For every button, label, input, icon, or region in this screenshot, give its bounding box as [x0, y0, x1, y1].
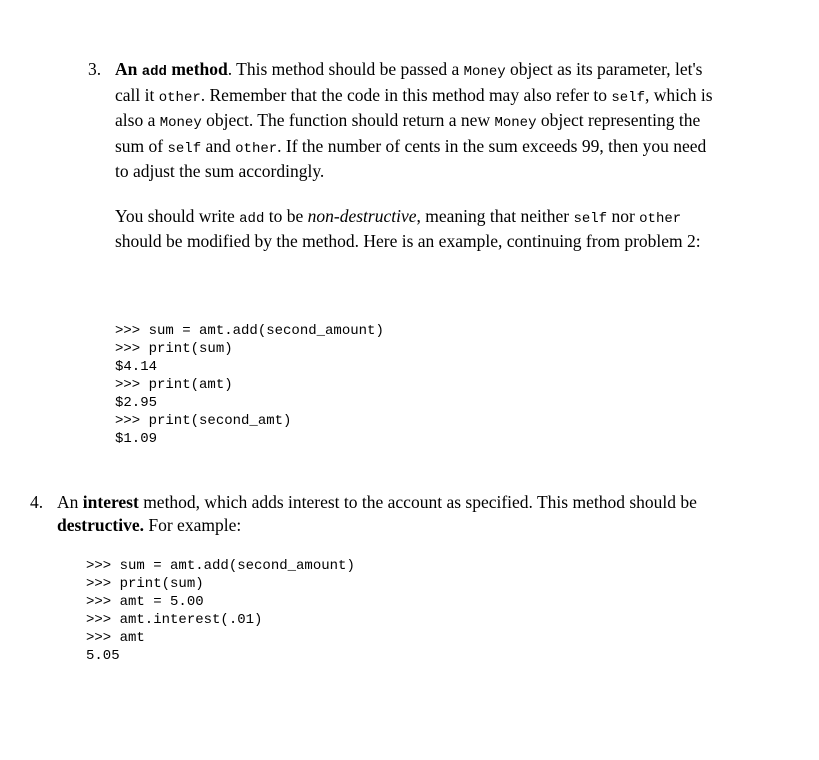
emphasis: non-destructive	[307, 205, 417, 226]
paragraph-add-method: An add method. This method should be passed a Money object as its parameter, let's call it other. Remember that the code in this method may also refer to self, which is also a Money object. The function should return a new Money object representing the sum of self and other. If the number of cents in the sum exceeds 99, then you need to adjust the sum accordingly.	[115, 59, 713, 181]
code-block-add-example	[115, 322, 384, 448]
code-line: $4.14	[115, 359, 158, 375]
code-line: >>> sum = amt.add(second_amount)	[86, 558, 355, 574]
code-line: >>> print(amt)	[115, 377, 233, 393]
inline-code: Money	[159, 115, 202, 131]
item-heading: An add method	[115, 59, 228, 80]
code-line: >>> amt = 5.00	[86, 594, 204, 610]
inline-code: self	[611, 89, 646, 106]
item-number: 3.	[88, 59, 102, 79]
code-line: >>> amt	[86, 630, 145, 646]
paragraph-non-destructive: You should write add to be non-destructive, meaning that neither self nor other should be modified by the method. Here is an example, continuing from problem 2:	[115, 205, 701, 251]
bold-term: destructive.	[57, 514, 144, 535]
item-body: An interest method, which adds interest to the account as specified. This method should be destructive. For example:	[57, 492, 697, 535]
code-line: >>> print(sum)	[115, 341, 233, 357]
code-line: $2.95	[115, 395, 158, 411]
code-line: >>> print(second_amt)	[115, 413, 292, 429]
code-line: 5.05	[86, 648, 120, 664]
inline-code: Money	[463, 64, 506, 80]
code-line: >>> sum = amt.add(second_amount)	[115, 323, 384, 339]
item-body	[115, 58, 715, 253]
code-line: $1.09	[115, 431, 158, 447]
inline-code: other	[158, 89, 201, 106]
inline-code: other	[639, 210, 682, 227]
inline-code: add	[239, 210, 265, 227]
inline-code: self	[573, 210, 608, 227]
code-line: >>> print(sum)	[86, 576, 204, 592]
inline-code: Money	[494, 115, 537, 131]
item-number: 4.	[30, 492, 44, 512]
inline-code: add	[141, 64, 167, 80]
inline-code: other	[235, 140, 278, 157]
code-block-interest-example	[86, 557, 355, 665]
code-line: >>> amt.interest(.01)	[86, 612, 263, 628]
bold-term: interest	[82, 492, 139, 512]
inline-code: self	[167, 140, 202, 157]
